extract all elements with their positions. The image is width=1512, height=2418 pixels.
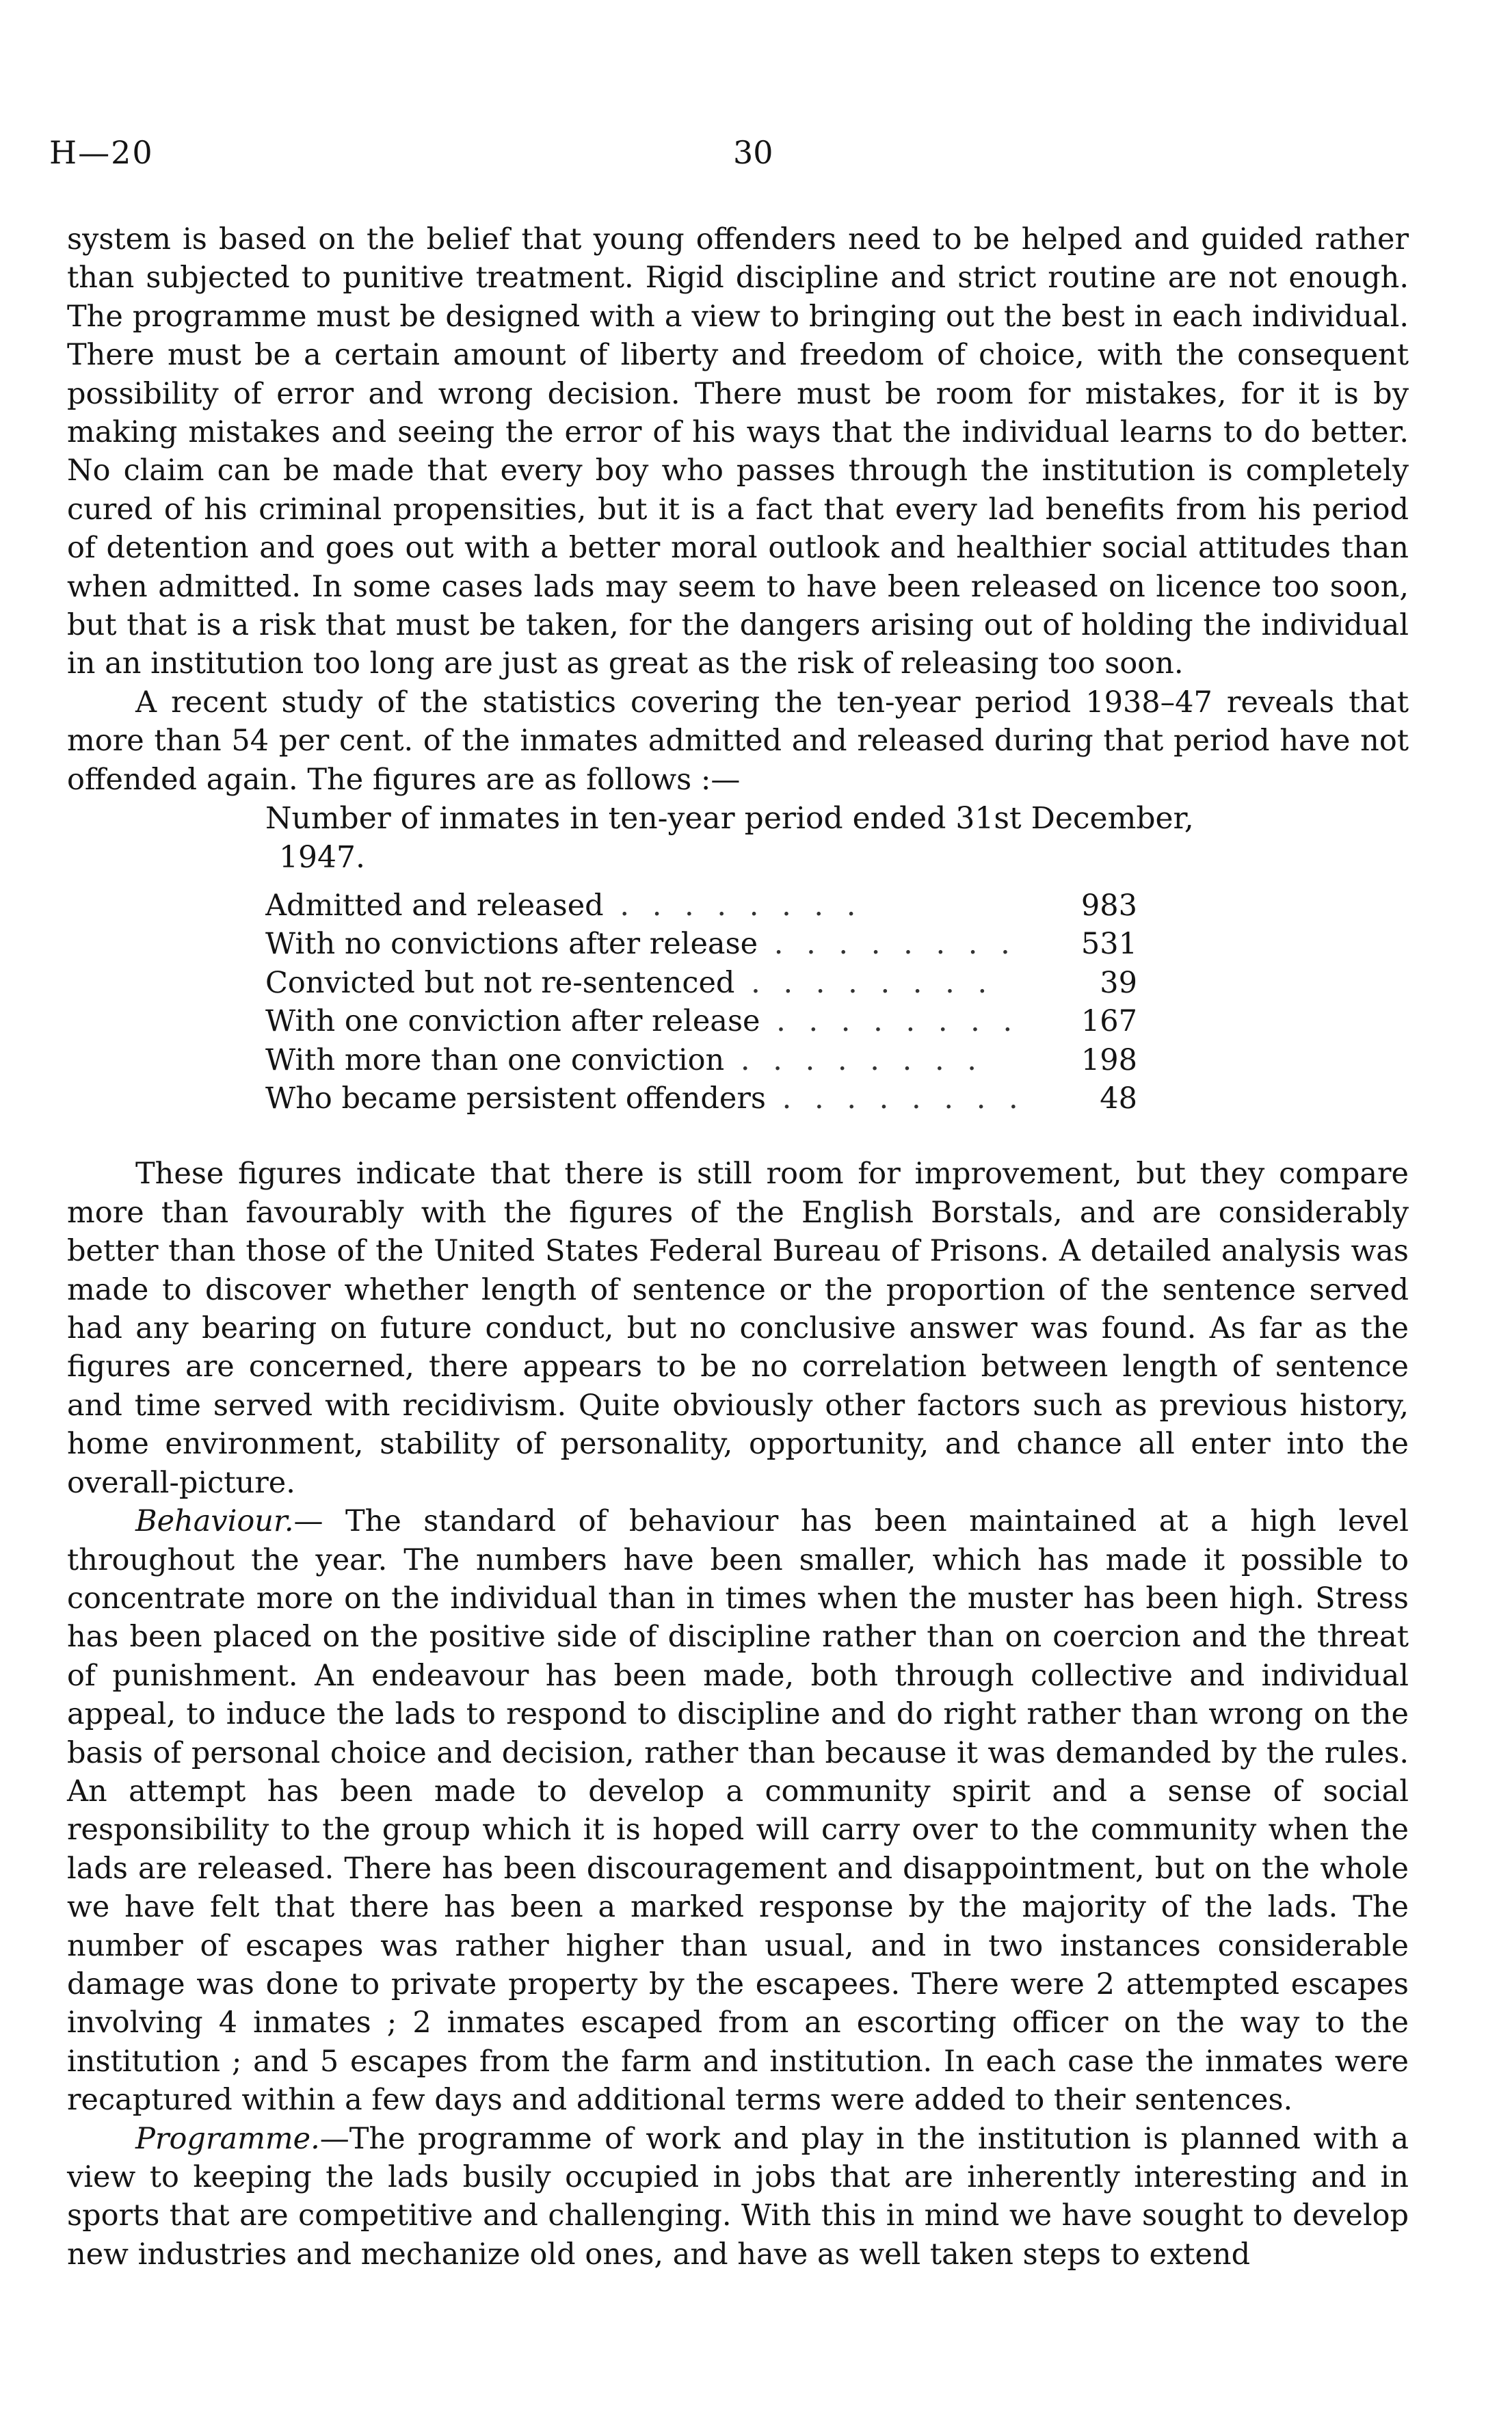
table-caption-text: Number of inmates in ten-year period ended 31st December, — [265, 801, 1194, 837]
table-row — [265, 886, 1353, 925]
table-row — [265, 1002, 1353, 1040]
row-value: 39 — [1100, 965, 1137, 1000]
paragraph-behaviour — [67, 1502, 1409, 2120]
row-label: With no convictions after release . . — [265, 925, 1055, 963]
row-value: 531 — [1080, 927, 1137, 962]
table-caption — [265, 799, 1236, 877]
table-row — [265, 1041, 1353, 1079]
row-label: With one conviction after release . . — [265, 1002, 1055, 1040]
row-label: Who became persistent offenders . . — [265, 1079, 1055, 1118]
page-body — [67, 220, 1409, 2274]
row-value: 167 — [1080, 1004, 1137, 1039]
paragraph-statistics: A recent study of the statistics covering the ten-year period 1938–47 reveals that more than 54 per cent. of the inmates admitted and released during that period have not offended again. The figures are as follows :— — [67, 685, 1409, 797]
programme-heading: Programme. — [135, 2121, 320, 2156]
row-value: 48 — [1100, 1081, 1137, 1116]
page-header — [49, 134, 1431, 182]
row-label: With more than one conviction . . — [265, 1041, 1055, 1079]
statistics-table — [265, 886, 1353, 1118]
table-row — [265, 964, 1353, 1002]
row-label: Admitted and released . . — [265, 886, 1055, 925]
programme-text: —The programme of work and play in the institution is planned with a view to keeping the lads busily occupied in jobs that are inherently interesting and in sports that are competitive and challenging. With this in mind we have sought to develop new industries and mechanize old ones, and have as well taken steps to extend — [67, 2121, 1409, 2272]
behaviour-text: — The standard of behaviour has been maintained at a high level throughout the year. The numbers have been smaller, which has made it possible to concentrate more on the individual than in times when the muster has been high. Stress has been placed on the positive side of discipline rather than on coercion and the threat of punishment. An endeavour has been made, both through collective and individual appeal, to induce the lads to respond to discipline and do right rather than wrong on the basis of personal choice and decision, rather than because it was demanded by the rules. An attempt has been made to develop a community spirit and a sense of social responsibility to the group which it is hoped will carry over to the community when the lads are released. There has been discouragement and disappointment, but on the whole we have felt that there has been a marked response by the majority of the lads. The number of escapes was rather higher than usual, and in two instances considerable damage was done to private property by the escapees. There were 2 attempted escapes involving 4 inmates ; 2 inmates escaped from an escorting officer on the way to the institution ; and 5 escapes from the farm and institution. In each case the inmates were recaptured within a few days and additional terms were added to their sentences. — [67, 1504, 1409, 2118]
page-number: 30 — [733, 134, 773, 171]
document-reference: H—20 — [49, 134, 154, 171]
row-label: Convicted but not re-sentenced . . — [265, 964, 1055, 1002]
row-value: 983 — [1080, 889, 1137, 923]
paragraph-figures-analysis: These figures indicate that there is still room for improvement, but they compare more than favourably with the figures of the English Borstals, and are considerably better than those of the United States Federal Bureau of Prisons. A detailed analysis was made to discover whether length of sentence or the proportion of the sentence served had any bearing on future conduct, but no conclusive answer was found. As far as the figures are concerned, there appears to be no correlation between length of sentence and time served with recidivism. Quite obviously other factors such as previous history, home environment, stability of personality, opportunity, and chance all enter into the overall-picture. — [67, 1157, 1409, 1500]
row-value: 198 — [1080, 1042, 1137, 1077]
paragraph-intro: system is based on the belief that young offenders need to be helped and guided rather than subjected to punitive treatment. Rigid discipline and strict routine are not enough. The programme must be designed with a view to bringing out the best in each individual. There must be a certain amount of liberty and freedom of choice, with the consequent possibility of error and wrong decision. There must be room for mistakes, for it is by making mistakes and seeing the error of his ways that the individual learns to do better. No claim can be made that every boy who passes through the institution is completely cured of his criminal propensities, but it is a fact that every lad benefits from his period of detention and goes out with a better moral outlook and healthier social attitudes than when admitted. In some cases lads may seem to have been released on licence too soon, but that is a risk that must be taken, for the dangers arising out of holding the individual in an institution too long are just as great as the risk of releasing too soon. — [67, 222, 1409, 681]
behaviour-heading: Behaviour. — [135, 1504, 294, 1539]
table-row — [265, 925, 1353, 963]
table-row — [265, 1079, 1353, 1118]
table-caption-year: 1947. — [279, 840, 365, 876]
paragraph-programme — [67, 2120, 1409, 2274]
